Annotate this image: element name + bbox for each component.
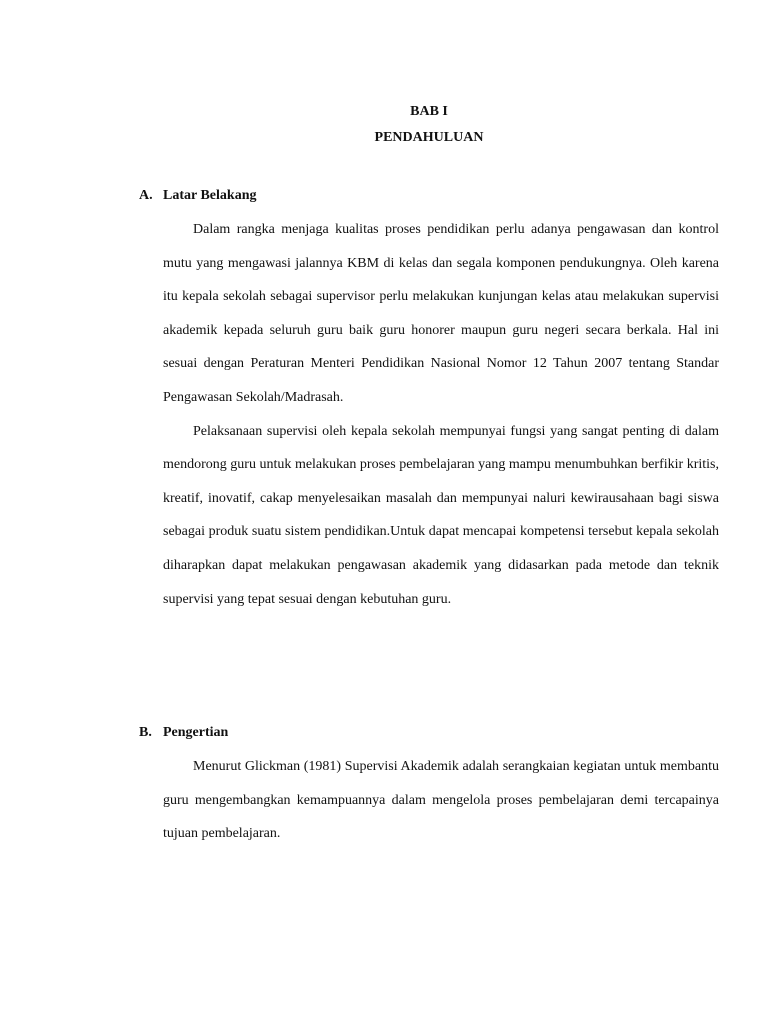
section-body-latar-belakang: [163, 213, 719, 616]
section-heading-text: Latar Belakang: [163, 188, 257, 203]
section-marker: B.: [139, 725, 152, 740]
section-heading-latar-belakang: [139, 187, 256, 205]
section-heading-pengertian: [139, 724, 228, 742]
paragraph: Pelaksanaan supervisi oleh kepala sekolah mempunyai fungsi yang sangat penting di dalam mendorong guru untuk melakukan proses pembelajaran yang mampu menumbuhkan berfikir kritis, kreatif, inovatif, cakap menyelesaikan masalah dan mempunyai naluri kewirausahaan bagi siswa sebagai produk suatu sistem pendidikan.Untuk dapat mencapai kompetensi tersebut kepala sekolah diharapkan dapat melakukan pengawasan akademik yang didasarkan pada metode dan teknik supervisi yang tepat sesuai dengan kebutuhan guru.: [163, 423, 719, 607]
section-heading-text: Pengertian: [163, 725, 229, 740]
chapter-title: PENDAHULUAN: [374, 130, 484, 145]
paragraph: Dalam rangka menjaga kualitas proses pendidikan perlu adanya pengawasan dan kontrol mutu yang mengawasi jalannya KBM di kelas dan segala komponen pendukungnya. Oleh karena itu kepala sekolah sebagai supervisor perlu melakukan kunjungan kelas atau melakukan supervisi akademik kepada seluruh guru baik guru honorer maupun guru negeri secara berkala. Hal ini sesuai dengan Peraturan Menteri Pendidikan Nasional Nomor 12 Tahun 2007 tentang Standar Pengawasan Sekolah/Madrasah.: [163, 222, 719, 405]
paragraph: Menurut Glickman (1981) Supervisi Akademik adalah serangkaian kegiatan untuk membantu guru mengembangkan kemampuannya dalam mengelola proses pembelajaran demi tercapainya tujuan pembelajaran.: [163, 759, 719, 842]
chapter-number: BAB I: [410, 104, 448, 119]
section-marker: A.: [139, 188, 153, 203]
section-body-pengertian: [163, 750, 719, 851]
